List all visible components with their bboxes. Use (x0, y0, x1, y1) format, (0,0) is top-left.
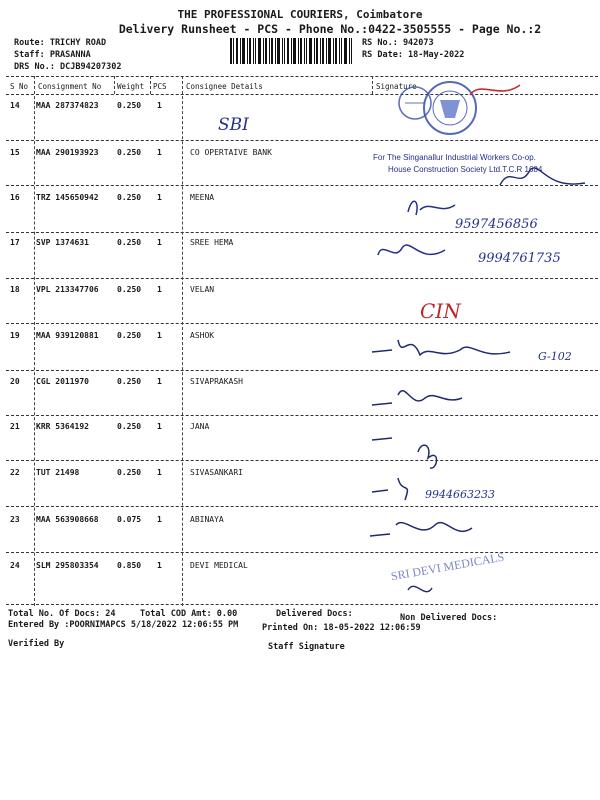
row-sno: 23 (10, 515, 20, 524)
row17-signature (378, 245, 445, 255)
row-sno: 21 (10, 422, 20, 431)
row-consignment: MAA 290193923 (36, 148, 99, 157)
row-pcs: 1 (157, 561, 162, 570)
row19-signature (372, 340, 510, 355)
society-seal-small (399, 87, 431, 119)
row-consignment: MAA 563908668 (36, 515, 99, 524)
row-consignment: SLM 295803354 (36, 561, 99, 570)
route-label: Route: TRICHY ROAD (14, 38, 107, 48)
row-weight: 0.250 (117, 193, 142, 202)
row-pcs: 1 (157, 285, 162, 294)
entered-by: Entered By :POORNIMAPCS 5/18/2022 12:06:55 PM (8, 620, 239, 630)
row17-phone: 9994761735 (478, 251, 561, 266)
row-weight: 0.250 (117, 468, 142, 477)
row-pcs: 1 (157, 101, 162, 110)
row18-handwritten-note: CIN (420, 299, 461, 323)
printed-on: Printed On: 18-05-2022 12:06:59 (262, 623, 421, 633)
runsheet-subtitle: Delivery Runsheet - PCS - Phone No.:0422-3505555 - Page No.:2 (118, 22, 542, 36)
row-consignee: VELAN (190, 285, 215, 294)
row-pcs: 1 (157, 238, 162, 247)
society-seal (424, 82, 476, 134)
staff-signature: Staff Signature (268, 642, 345, 652)
row-sno: 24 (10, 561, 20, 570)
row-sno: 14 (10, 101, 20, 110)
row-weight: 0.250 (117, 377, 142, 386)
row-consignee: ABINAYA (190, 515, 224, 524)
col-header-pcs: PCS (153, 82, 167, 91)
row-weight: 0.250 (117, 238, 142, 247)
row-sno: 16 (10, 193, 20, 202)
row22-signature (372, 478, 407, 500)
row-sno: 17 (10, 238, 20, 247)
row15-stamp-line1: For The Singanallur Industrial Workers Co-op. (373, 153, 536, 162)
row22-phone: 9944663233 (425, 488, 495, 501)
row-consignment: CGL 2011970 (36, 377, 89, 386)
row15-stamp-line2: House Construction Society Ltd.T.C.R 1684 (388, 165, 543, 174)
row-consignee: JANA (190, 422, 210, 431)
col-header-sno: S No (10, 82, 29, 91)
row-pcs: 1 (157, 193, 162, 202)
row-consignment: VPL 213347706 (36, 285, 99, 294)
row-consignee: SIVAPRAKASH (190, 377, 243, 386)
row-consignment: TRZ 145650942 (36, 193, 99, 202)
row-consignee: SIVASANKARI (190, 468, 243, 477)
total-docs: Total No. Of Docs: 24 (8, 609, 116, 619)
signature-scribble (470, 85, 520, 95)
verified-by: Verified By (8, 639, 65, 649)
row-consignment: MAA 939120881 (36, 331, 99, 340)
row-pcs: 1 (157, 377, 162, 386)
non-delivered-docs: Non Delivered Docs: (400, 613, 498, 623)
row16-signature (408, 201, 455, 215)
row-sno: 19 (10, 331, 20, 340)
row20-signature (372, 391, 462, 405)
row-weight: 0.250 (117, 285, 142, 294)
row23-signature (370, 523, 472, 536)
delivered-docs: Delivered Docs: (276, 609, 353, 619)
rs-date: RS Date: 18-May-2022 (362, 50, 465, 60)
row24-stamp: SRI DEVI MEDICALS (389, 549, 506, 584)
row-consignment: SVP 1374631 (36, 238, 89, 247)
row-weight: 0.850 (117, 561, 142, 570)
row-sno: 15 (10, 148, 20, 157)
runsheet-title: THE PROFESSIONAL COURIERS, Coimbatore (177, 8, 423, 21)
row-pcs: 1 (157, 515, 162, 524)
row-sno: 20 (10, 377, 20, 386)
row-weight: 0.250 (117, 422, 142, 431)
row-weight: 0.250 (117, 101, 142, 110)
drs-number: DRS No.: DCJB94207302 (14, 62, 122, 72)
col-header-signature: Signature (376, 82, 417, 91)
row-consignment: KRR 5364192 (36, 422, 89, 431)
row-pcs: 1 (157, 331, 162, 340)
row24-signature (408, 586, 432, 591)
row-consignee: CO OPERTAIVE BANK (190, 148, 272, 157)
col-header-weight: Weight (117, 82, 145, 91)
row19-note: G-102 (538, 350, 572, 363)
row-consignment: TUT 21498 (36, 468, 80, 477)
row-pcs: 1 (157, 148, 162, 157)
row-consignee: ASHOK (190, 331, 215, 340)
row-weight: 0.250 (117, 331, 142, 340)
row-consignee: DEVI MEDICAL (190, 561, 248, 570)
row14-handwritten-note: SBI (218, 115, 249, 135)
rs-number: RS No.: 942073 (362, 38, 434, 48)
row-sno: 18 (10, 285, 20, 294)
row-consignment: MAA 287374823 (36, 101, 99, 110)
row-weight: 0.250 (117, 148, 142, 157)
col-header-consignment: Consignment No (38, 82, 102, 91)
row-sno: 22 (10, 468, 20, 477)
row16-phone: 9597456856 (455, 217, 538, 232)
row21-signature (372, 438, 437, 468)
row-pcs: 1 (157, 468, 162, 477)
row-consignee: SREE HEMA (190, 238, 234, 247)
staff-label: Staff: PRASANNA (14, 50, 91, 60)
row-consignee: MEENA (190, 193, 215, 202)
row-pcs: 1 (157, 422, 162, 431)
total-cod: Total COD Amt: 0.00 (140, 609, 238, 619)
col-header-consignee: Consignee Details (186, 82, 263, 91)
row-weight: 0.075 (117, 515, 142, 524)
